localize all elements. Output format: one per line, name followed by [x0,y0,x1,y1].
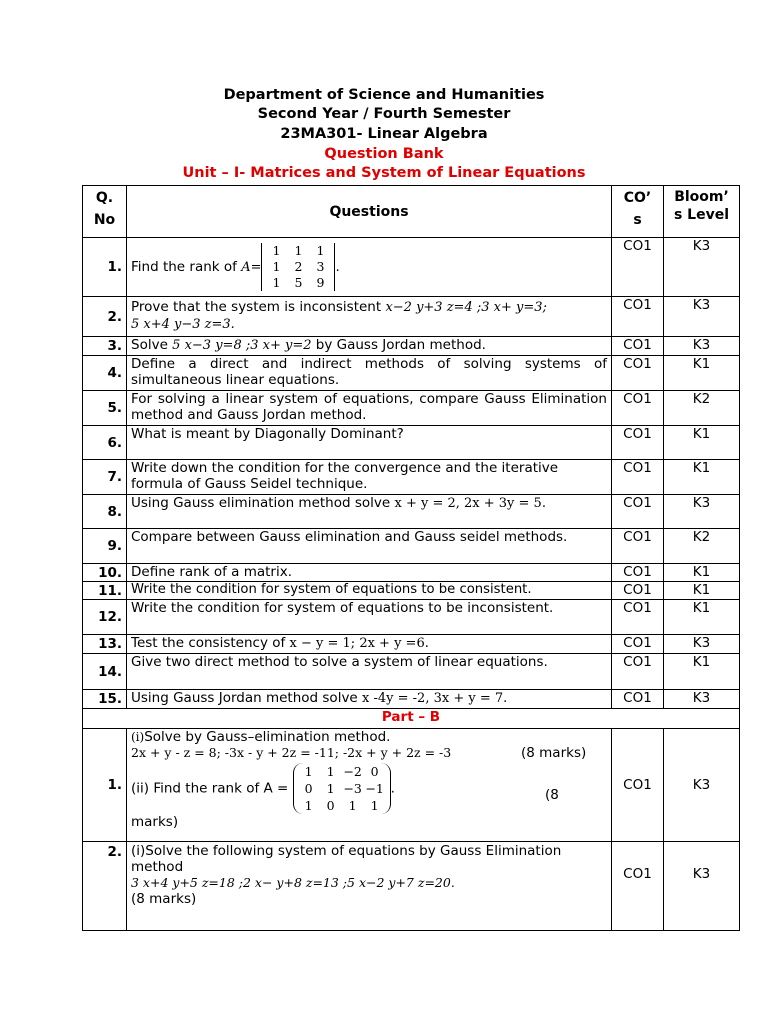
questions-header: Questions [127,186,612,238]
matrix-variable: A= [241,260,262,275]
matrix-cell: 1 [326,781,335,796]
question-number: 1. [83,729,127,842]
qno-header-line1: Q. [95,190,114,206]
question-number: 10. [83,564,127,582]
matrix-cell: 1 [316,243,325,258]
question-text: Give two direct method to solve a system of linear equations. [127,654,612,690]
bloom-cell: K3 [664,635,740,654]
co-cell: CO1 [612,635,664,654]
bloom-cell: K3 [664,297,740,337]
qno-header [83,186,127,238]
question-text-a: Using Gauss elimination method solve [131,495,395,511]
table-row [83,460,740,495]
co-cell: CO1 [612,426,664,460]
question-number: 6. [83,426,127,460]
matrix-cell: 1 [272,259,281,274]
question-end: . [335,259,340,275]
question-text [127,238,612,297]
co-cell: CO1 [612,297,664,337]
sub-label: (i) [131,730,145,744]
question-text: Write the condition for system of equations to be inconsistent. [127,600,612,635]
question-number: 11. [83,582,127,600]
question-number: 7. [83,460,127,495]
bloom-cell: K1 [664,356,740,391]
equation: x + y = 2, 2x + 3y = 5. [394,496,546,511]
co-cell: CO1 [612,600,664,635]
equation: 2x + y - z = 8; -3x - y + 2z = -11; -2x + y + 2z = -3 [131,745,452,760]
table-row [83,391,740,426]
matrix-cell: 1 [272,243,281,258]
bloom-cell: K1 [664,426,740,460]
bloom-cell: K1 [664,600,740,635]
matrix-cell: 3 [316,259,325,274]
marks-label: (8 [545,787,559,803]
equation: x − y = 1; 2x + y =6. [289,636,429,651]
co-cell: CO1 [612,564,664,582]
bloom-cell: K3 [664,238,740,297]
co-header-line2: s [633,212,642,228]
question-number: 8. [83,495,127,529]
co-cell: CO1 [612,460,664,495]
co-cell: CO1 [612,356,664,391]
question-text-a: Solve [131,337,173,353]
matrix-b [293,763,391,814]
part-b-title: Part – B [83,709,740,729]
co-cell: CO1 [612,729,664,842]
question-text-a: Prove that the system is inconsistent [131,299,386,315]
question-bank-title: Question Bank [324,146,444,162]
equation: 5 x−3 y=8 ;3 x+ y=2 [172,338,312,353]
table-row [83,529,740,564]
marks-label: (8 marks) [521,745,587,761]
bloom-cell: K3 [664,729,740,842]
table-row [83,635,740,654]
question-number: 2. [83,297,127,337]
question-number: 12. [83,600,127,635]
table-row [83,842,740,931]
question-text-a: Using Gauss Jordan method solve [131,690,363,706]
department-title: Department of Science and Humanities [223,87,545,103]
table-row [83,337,740,356]
matrix-cell: 1 [326,764,335,779]
part-b-row [83,709,740,729]
bloom-cell: K2 [664,391,740,426]
co-header [612,186,664,238]
bloom-header [664,186,740,238]
question-number: 15. [83,690,127,709]
matrix-cell: 0 [326,798,335,813]
matrix-cell: 0 [370,764,379,779]
question-table [82,185,740,931]
co-cell: CO1 [612,690,664,709]
table-row [83,297,740,337]
question-text [127,729,612,842]
table-row [83,690,740,709]
equation: x -4y = -2, 3x + y = 7. [362,691,508,706]
bloom-cell: K1 [664,460,740,495]
question-number: 9. [83,529,127,564]
matrix-a [261,243,335,291]
matrix-cell: −3 [343,781,362,796]
question-number: 2. [83,842,127,931]
question-number: 14. [83,654,127,690]
equation: x−2 y+3 z=4 ;3 x+ y=3; [385,300,547,315]
co-cell: CO1 [612,495,664,529]
course-title: 23MA301- Linear Algebra [280,126,488,142]
question-text [127,635,612,654]
co-cell: CO1 [612,582,664,600]
question-text: Compare between Gauss elimination and Gauss seidel methods. [127,529,612,564]
co-header-line1: CO’ [623,190,652,206]
question-number: 5. [83,391,127,426]
table-row [83,495,740,529]
table-row [83,426,740,460]
matrix-cell: 1 [370,798,379,813]
co-cell: CO1 [612,391,664,426]
matrix-cell: 5 [294,275,303,290]
table-row [83,654,740,690]
question-text: Write down the condition for the convergence and the iterative formula of Gauss Seidel technique. [127,460,612,495]
equation: 3 x+4 y+5 z=18 ;2 x− y+8 z=13 ;5 x−2 y+7 z=20. [131,875,455,890]
question-text [127,495,612,529]
bloom-cell: K2 [664,529,740,564]
question-text: Write the condition for system of equations to be consistent. [127,582,612,600]
co-cell: CO1 [612,337,664,356]
co-cell: CO1 [612,842,664,931]
matrix-cell: 9 [316,275,325,290]
bloom-cell: K1 [664,564,740,582]
matrix-cell: 1 [304,764,313,779]
question-line: Solve by Gauss–elimination method. [144,729,391,745]
question-text-a: Find the rank of [131,259,242,275]
table-row [83,582,740,600]
co-cell: CO1 [612,238,664,297]
question-text: For solving a linear system of equations, compare Gauss Elimination method and Gauss Jordan method. [127,391,612,426]
matrix-cell: 1 [304,798,313,813]
table-row [83,729,740,842]
bloom-cell: K3 [664,337,740,356]
question-text-b: by Gauss Jordan method. [311,337,486,353]
question-text: Define a direct and indirect methods of solving systems of simultaneous linear equations. [127,356,612,391]
matrix-cell: −2 [343,764,362,779]
table-row [83,564,740,582]
matrix-cell: 1 [294,243,303,258]
question-number: 1. [83,238,127,297]
question-text [127,297,612,337]
question-line: (i)Solve the following system of equations by Gauss Elimination method [131,843,562,875]
co-cell: CO1 [612,654,664,690]
qno-header-line2: No [93,212,116,228]
question-text: What is meant by Diagonally Dominant? [127,426,612,460]
unit-title: Unit – I- Matrices and System of Linear Equations [182,165,586,181]
marks-label: marks) [131,814,179,830]
co-cell: CO1 [612,529,664,564]
year-semester: Second Year / Fourth Semester [257,106,511,122]
matrix-cell: −1 [365,781,384,796]
question-number: 3. [83,337,127,356]
bloom-cell: K1 [664,654,740,690]
bloom-cell: K3 [664,690,740,709]
question-line: (ii) Find the rank of A = [131,780,293,797]
table-row [83,356,740,391]
question-end: . [390,780,395,797]
question-number: 13. [83,635,127,654]
table-header-row [83,186,740,238]
equation: 5 x+4 y−3 z=3. [131,317,235,332]
question-text [127,690,612,709]
matrix-cell: 1 [348,798,357,813]
bloom-cell: K3 [664,495,740,529]
matrix-cell: 1 [272,275,281,290]
bloom-cell: K1 [664,582,740,600]
matrix-cell: 0 [304,781,313,796]
question-text: Define rank of a matrix. [127,564,612,582]
question-number: 4. [83,356,127,391]
table-row [83,238,740,297]
marks-label: (8 marks) [131,891,197,907]
table-row [83,600,740,635]
question-text [127,842,612,931]
matrix-cell: 2 [294,259,303,274]
question-text [127,337,612,356]
question-text-a: Test the consistency of [131,635,290,651]
bloom-cell: K3 [664,842,740,931]
bloom-header-line1: Bloom’ [674,189,729,205]
bloom-header-line2: s Level [673,207,730,223]
